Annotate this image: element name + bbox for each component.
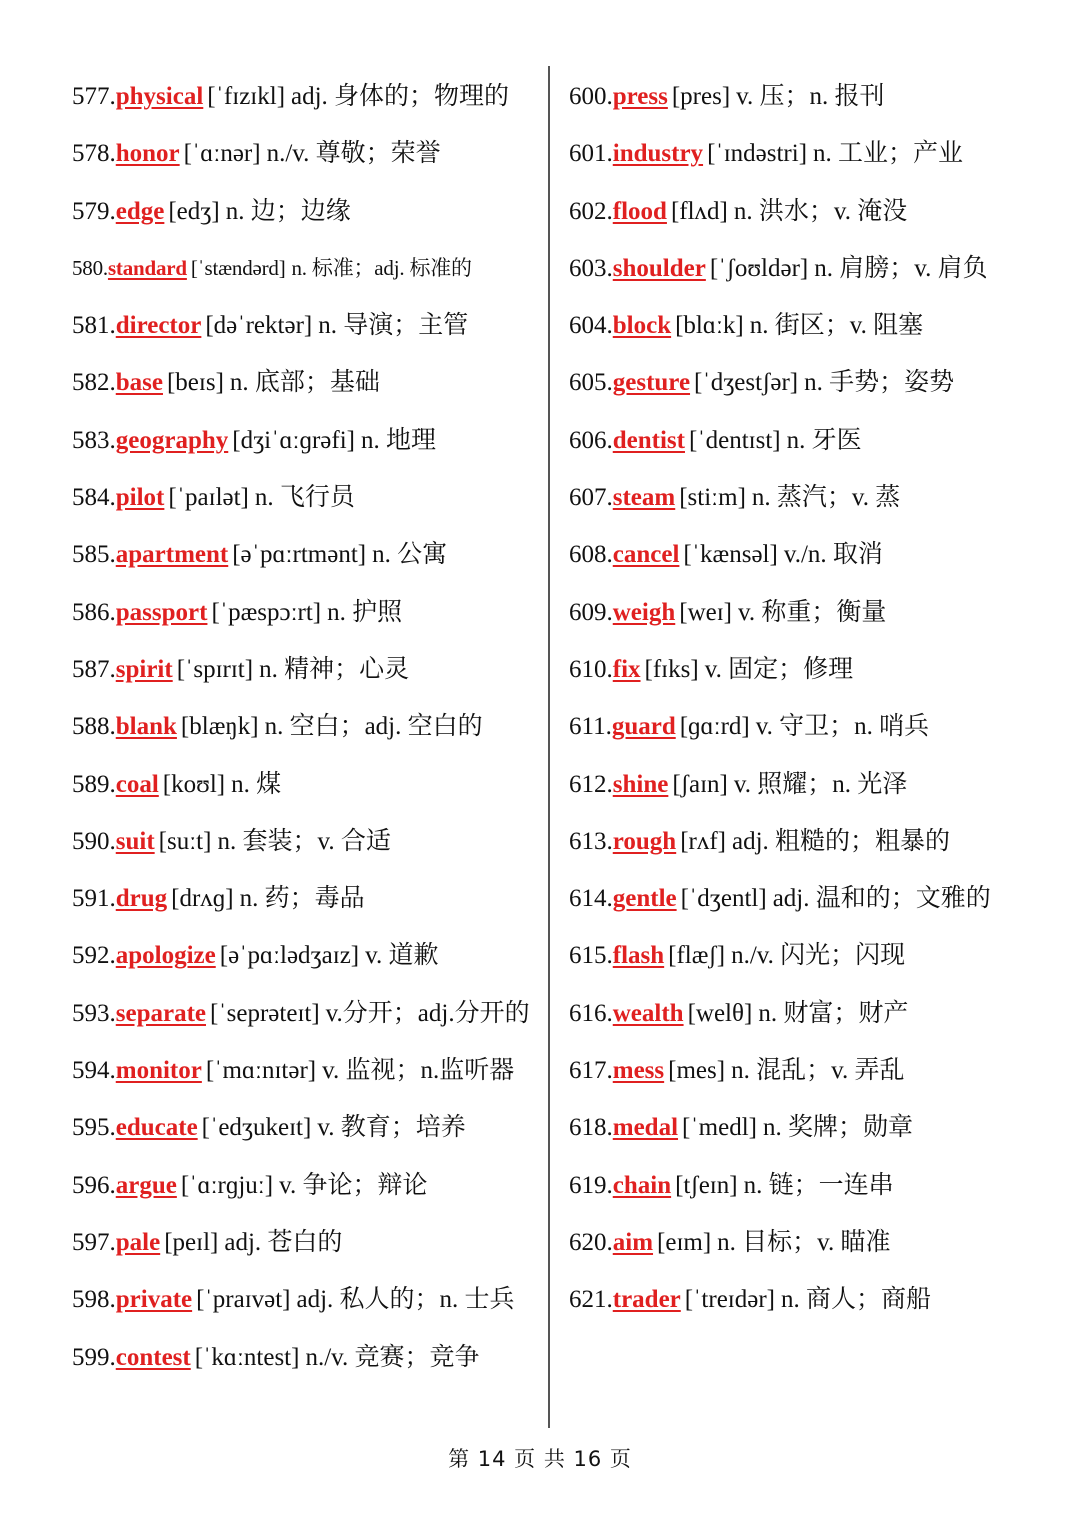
entry-word: dentist <box>612 426 685 454</box>
entry-definition: n. 飞行员 <box>254 484 355 512</box>
entry-word: physical <box>115 83 204 110</box>
entry-definition: n. 煤 <box>231 770 282 798</box>
entry-word: shine <box>612 770 669 798</box>
entry-number: 614. <box>569 885 613 913</box>
entry-number: 617. <box>569 1057 613 1085</box>
entry-definition: v. 道歉 <box>365 942 439 970</box>
entry-word: guard <box>611 713 676 741</box>
entry-pronunciation: [suːt] <box>158 827 212 855</box>
entry-word: drug <box>115 885 168 913</box>
entry-definition: v. 守卫；n. 哨兵 <box>755 713 930 741</box>
entry-word: standard <box>107 255 187 280</box>
entry-pronunciation: [blɑːk] <box>675 312 744 340</box>
column-divider <box>548 66 550 1428</box>
entry-definition: n. 套装；v. 合适 <box>217 827 391 855</box>
entry-word: trader <box>612 1286 681 1314</box>
vocab-entry <box>569 1157 1049 1214</box>
entry-pronunciation: [ʃaɪn] <box>672 770 728 798</box>
entry-definition: v. 争论；辩论 <box>279 1171 428 1199</box>
entry-word: director <box>115 312 202 340</box>
vocab-entry <box>72 297 542 354</box>
entry-definition: n. 洪水；v. 淹没 <box>733 197 908 225</box>
entry-definition: n. 空白；adj. 空白的 <box>264 713 483 741</box>
vocab-entry <box>569 698 1049 755</box>
entry-number: 592. <box>72 942 116 970</box>
vocab-entry <box>72 1271 542 1328</box>
entry-word: shoulder <box>612 254 706 282</box>
entry-definition: n. 护照 <box>327 598 403 626</box>
entry-number: 580. <box>72 255 108 280</box>
entry-pronunciation: [weɪ] <box>679 598 732 626</box>
entry-definition: n./v. 尊敬；荣誉 <box>266 140 441 168</box>
entry-definition: n. 财富；财产 <box>758 999 909 1027</box>
vocab-entry <box>72 1157 542 1214</box>
entry-number: 597. <box>72 1228 116 1256</box>
entry-number: 618. <box>569 1114 613 1142</box>
entry-number: 596. <box>72 1171 116 1199</box>
entry-word: suit <box>115 827 155 855</box>
entry-number: 607. <box>569 484 613 512</box>
entry-number: 610. <box>569 655 613 683</box>
vocab-entry <box>72 813 542 870</box>
entry-number: 609. <box>569 598 613 626</box>
entry-number: 598. <box>72 1286 116 1314</box>
entry-definition: adj. 温和的；文雅的 <box>772 885 991 913</box>
entry-word: cancel <box>612 541 680 569</box>
entry-number: 579. <box>72 197 116 225</box>
entry-pronunciation: [ˈpraɪvət] <box>196 1286 291 1314</box>
entry-word: passport <box>115 598 208 626</box>
entry-number: 589. <box>72 770 116 798</box>
entry-number: 583. <box>72 426 116 454</box>
entry-word: geography <box>115 426 229 454</box>
entry-word: pale <box>115 1228 161 1256</box>
entry-pronunciation: [ˈkɑːntest] <box>194 1343 300 1371</box>
entry-definition: v. 称重；衡量 <box>738 598 887 626</box>
entry-pronunciation: [ˈpaɪlət] <box>168 484 249 512</box>
entry-definition: n./v. 竞赛；竞争 <box>305 1343 480 1371</box>
entry-number: 595. <box>72 1114 116 1142</box>
right-column <box>569 68 1049 1329</box>
entry-pronunciation: [koʊl] <box>162 770 226 798</box>
entry-pronunciation: [edʒ] <box>168 197 220 225</box>
vocab-entry <box>72 985 542 1042</box>
entry-definition: n. 目标；v. 瞄准 <box>717 1228 891 1256</box>
vocab-entry <box>569 641 1049 698</box>
entry-number: 593. <box>72 999 116 1027</box>
entry-definition: n. 蒸汽；v. 蒸 <box>751 484 901 512</box>
entry-pronunciation: [əˈpɑːlədʒaɪz] <box>219 942 360 970</box>
entry-pronunciation: [əˈpɑːrtmənt] <box>232 541 367 569</box>
entry-word: flash <box>612 942 665 970</box>
entry-definition: adj. 私人的；n. 士兵 <box>296 1286 515 1314</box>
entry-pronunciation: [ˈpæspɔːrt] <box>211 598 322 626</box>
entry-definition: v. 固定；修理 <box>704 655 854 683</box>
entry-word: gentle <box>612 885 677 913</box>
entry-number: 612. <box>569 770 613 798</box>
entry-word: private <box>115 1286 193 1314</box>
vocab-entry <box>569 813 1049 870</box>
entry-pronunciation: [ˈmɑːnɪtər] <box>205 1057 317 1085</box>
entry-pronunciation: [ˈdʒestʃər] <box>694 369 799 397</box>
entry-word: wealth <box>612 999 684 1027</box>
vocab-entry <box>72 125 542 182</box>
entry-definition: v. 照耀；n. 光泽 <box>733 770 908 798</box>
vocab-entry <box>72 354 542 411</box>
entry-definition: n. 边；边缘 <box>225 197 351 225</box>
entry-definition: n. 链；一连串 <box>743 1171 894 1199</box>
vocab-entry <box>569 1271 1049 1328</box>
entry-word: medal <box>612 1114 679 1142</box>
entry-number: 615. <box>569 942 613 970</box>
vocab-entry <box>72 412 542 469</box>
entry-word: weigh <box>612 598 676 626</box>
entry-number: 588. <box>72 713 116 741</box>
vocab-entry <box>569 756 1049 813</box>
vocab-entry <box>569 526 1049 583</box>
entry-pronunciation: [fɪks] <box>644 655 699 683</box>
entry-number: 603. <box>569 254 613 282</box>
vocab-entry <box>569 1099 1049 1156</box>
entry-pronunciation: [ɡɑːrd] <box>679 713 750 741</box>
entry-number: 600. <box>569 83 613 110</box>
entry-word: steam <box>612 484 676 512</box>
entry-number: 581. <box>72 312 116 340</box>
entry-definition: v. 教育；培养 <box>317 1114 466 1142</box>
entry-word: base <box>115 369 163 397</box>
entry-definition: adj. 苍白的 <box>224 1228 343 1256</box>
entry-pronunciation: [flæʃ] <box>668 942 726 970</box>
entry-definition: n. 街区；v. 阻塞 <box>749 312 924 340</box>
vocab-entry <box>569 927 1049 984</box>
entry-word: industry <box>612 140 704 168</box>
entry-pronunciation: [dəˈrektər] <box>205 312 313 340</box>
entry-number: 619. <box>569 1171 613 1199</box>
entry-pronunciation: [stiːm] <box>679 484 746 512</box>
entry-number: 599. <box>72 1343 116 1371</box>
entry-definition: n. 底部；基础 <box>229 369 380 397</box>
entry-pronunciation: [ˈkænsəl] <box>683 541 778 569</box>
entry-definition: n. 肩膀；v. 肩负 <box>814 254 988 282</box>
entry-word: separate <box>115 999 206 1027</box>
entry-pronunciation: [mes] <box>668 1057 726 1085</box>
entry-definition: adj. 粗糙的；粗暴的 <box>732 827 951 855</box>
vocab-entry <box>569 125 1049 182</box>
entry-number: 585. <box>72 541 116 569</box>
entry-pronunciation: [eɪm] <box>657 1228 712 1256</box>
entry-definition: n. 标准；adj. 标准的 <box>291 255 472 280</box>
vocab-entry <box>72 469 542 526</box>
entry-number: 586. <box>72 598 116 626</box>
entry-definition: n. 导演；主管 <box>318 312 469 340</box>
entry-word: educate <box>115 1114 198 1142</box>
vocab-entry <box>72 183 542 240</box>
vocab-entry <box>569 412 1049 469</box>
entry-word: fix <box>612 655 641 683</box>
entry-word: coal <box>115 770 159 798</box>
entry-definition: n./v. 闪光；闪现 <box>731 942 906 970</box>
entry-number: 621. <box>569 1286 613 1314</box>
entry-definition: n. 商人；商船 <box>781 1286 932 1314</box>
entry-definition: n. 药；毒品 <box>239 885 365 913</box>
entry-number: 584. <box>72 484 116 512</box>
vocab-entry <box>569 1042 1049 1099</box>
vocab-entry <box>72 641 542 698</box>
entry-pronunciation: [ˈɪndəstri] <box>707 140 808 168</box>
entry-pronunciation: [pres] <box>671 83 731 110</box>
vocab-entry <box>72 1099 542 1156</box>
entry-definition: n. 工业；产业 <box>813 140 964 168</box>
entry-pronunciation: [beɪs] <box>166 369 224 397</box>
entry-pronunciation: [ˈɑːnər] <box>183 140 261 168</box>
vocab-entry <box>72 1214 542 1271</box>
vocab-entry <box>569 240 1049 297</box>
entry-pronunciation: [rʌf] <box>680 827 727 855</box>
entry-word: mess <box>612 1057 665 1085</box>
vocab-entry <box>72 584 542 641</box>
entry-number: 578. <box>72 140 116 168</box>
entry-word: press <box>612 83 668 110</box>
entry-number: 605. <box>569 369 613 397</box>
entry-pronunciation: [ˈtreɪdər] <box>684 1286 775 1314</box>
entry-pronunciation: [ˈʃoʊldər] <box>709 254 809 282</box>
entry-definition: v. 压；n. 报刊 <box>736 83 885 110</box>
entry-definition: adj. 身体的；物理的 <box>291 83 510 110</box>
entry-word: rough <box>612 827 677 855</box>
entry-definition: n. 地理 <box>360 426 436 454</box>
page-footer: 第 14 页 共 16 页 <box>448 1447 632 1471</box>
entry-number: 608. <box>569 541 613 569</box>
vocab-entry <box>72 698 542 755</box>
entry-definition: n. 公寓 <box>372 541 448 569</box>
entry-word: honor <box>115 140 180 168</box>
entry-pronunciation: [tʃeɪn] <box>675 1171 738 1199</box>
entry-number: 601. <box>569 140 613 168</box>
entry-pronunciation: [flʌd] <box>670 197 728 225</box>
entry-pronunciation: [ˈspɪrɪt] <box>176 655 254 683</box>
entry-word: gesture <box>612 369 691 397</box>
vocab-entry <box>569 183 1049 240</box>
entry-word: spirit <box>115 655 173 683</box>
entry-definition: v. 监视；n.监听器 <box>322 1057 515 1085</box>
vocab-entry <box>569 985 1049 1042</box>
entry-word: aim <box>612 1228 654 1256</box>
vocab-entry <box>569 469 1049 526</box>
entry-word: block <box>612 312 672 340</box>
entry-number: 606. <box>569 426 613 454</box>
entry-number: 582. <box>72 369 116 397</box>
entry-word: apartment <box>115 541 229 569</box>
entry-definition: n. 奖牌；勋章 <box>763 1114 914 1142</box>
entry-word: contest <box>115 1343 191 1371</box>
vocab-entry <box>72 1329 542 1386</box>
vocab-entry <box>569 1214 1049 1271</box>
entry-word: apologize <box>115 942 216 970</box>
entry-number: 587. <box>72 655 116 683</box>
entry-pronunciation: [blæŋk] <box>180 713 259 741</box>
entry-word: edge <box>115 197 165 225</box>
entry-word: blank <box>115 713 177 741</box>
entry-definition: v./n. 取消 <box>783 541 883 569</box>
vocab-entry <box>569 584 1049 641</box>
entry-word: pilot <box>115 484 165 512</box>
vocab-entry <box>72 927 542 984</box>
entry-pronunciation: [peɪl] <box>164 1228 219 1256</box>
entry-pronunciation: [ˈstændərd] <box>190 255 286 280</box>
vocab-entry <box>72 526 542 583</box>
entry-number: 613. <box>569 827 613 855</box>
entry-number: 620. <box>569 1228 613 1256</box>
entry-pronunciation: [dʒiˈɑːɡrəfi] <box>232 426 355 454</box>
vocab-entry <box>72 68 542 125</box>
entry-pronunciation: [ˈedʒukeɪt] <box>201 1114 312 1142</box>
entry-number: 611. <box>569 713 612 741</box>
entry-definition: n. 牙医 <box>786 426 862 454</box>
entry-pronunciation: [ˈseprəteɪt] <box>210 999 320 1027</box>
entry-pronunciation: [ˈdʒentl] <box>680 885 767 913</box>
vocab-entry <box>72 870 542 927</box>
entry-number: 602. <box>569 197 613 225</box>
vocab-entry <box>569 870 1049 927</box>
vocab-entry <box>72 240 542 297</box>
vocab-entry <box>72 1042 542 1099</box>
left-column <box>72 68 542 1386</box>
entry-number: 616. <box>569 999 613 1027</box>
entry-pronunciation: [welθ] <box>687 999 753 1027</box>
entry-number: 577. <box>72 83 116 110</box>
entry-pronunciation: [ˈɑːrɡjuː] <box>180 1171 274 1199</box>
entry-definition: n. 精神；心灵 <box>259 655 410 683</box>
entry-word: monitor <box>115 1057 202 1085</box>
entry-pronunciation: [ˈfɪzɪkl] <box>207 83 286 110</box>
entry-definition: n. 混乱；v. 弄乱 <box>731 1057 905 1085</box>
vocab-entry <box>569 297 1049 354</box>
vocab-entry <box>569 354 1049 411</box>
entry-number: 591. <box>72 885 116 913</box>
entry-number: 594. <box>72 1057 116 1085</box>
entry-word: argue <box>115 1171 177 1199</box>
entry-number: 590. <box>72 827 116 855</box>
entry-number: 604. <box>569 312 613 340</box>
entry-definition: v.分开；adj.分开的 <box>325 999 530 1027</box>
vocab-entry <box>72 756 542 813</box>
entry-word: chain <box>612 1171 672 1199</box>
entry-pronunciation: [ˈmedl] <box>682 1114 757 1142</box>
entry-pronunciation: [ˈdentɪst] <box>688 426 781 454</box>
entry-pronunciation: [drʌɡ] <box>171 885 234 913</box>
entry-word: flood <box>612 197 667 225</box>
entry-definition: n. 手势；姿势 <box>804 369 955 397</box>
vocab-entry <box>569 68 1049 125</box>
